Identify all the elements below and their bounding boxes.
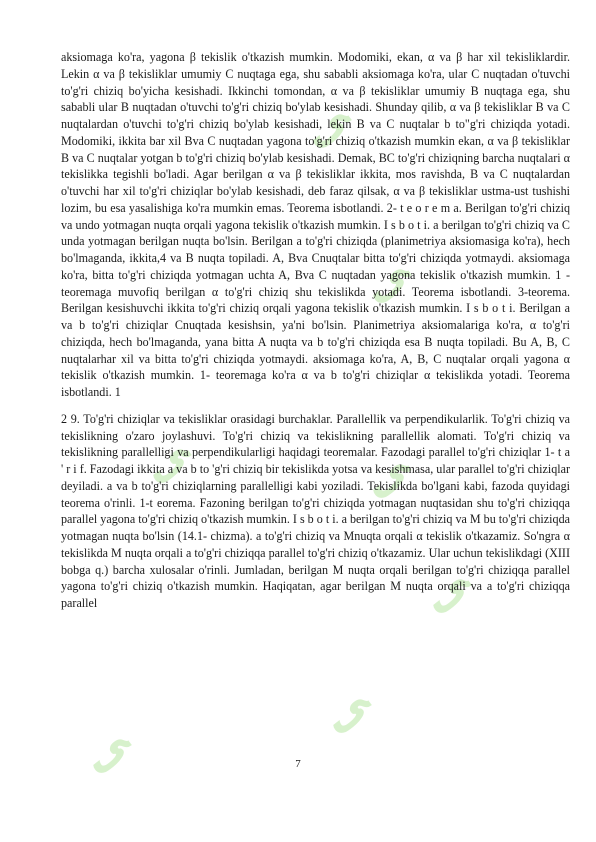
page-body	[61, 49, 570, 612]
watermark-mark: ﻰ	[68, 711, 139, 783]
watermark-mark: ﻰ	[348, 241, 419, 313]
watermark-mark: ﻰ	[408, 551, 479, 623]
body-paragraph: aksiomaga ko'ra, yagona β tekislik o'tkazish mumkin. Modomiki, ekan, α va β har xil tekisliklardir. Lekin α va β tekisliklar umumiy C nuqtaga ega, shu sababli aksiomaga ko'ra, ular C nuqtadan o'tuvchi to'g'ri chiziq bo'yicha kesishadi. Ikkinchi tomondan, α va β tekisliklar umumiy B nuqtaga ega, shu sababli ular B nuqtadan o'tuvchi to'g'ri chiziq bo'ylab kesishadi. Shunday qilib, α va β tekisliklar B va C nuqtalardan o'tuvchi to'g'ri chiziq bo'ylab kesishadi, lekin B va C nuqtalar b to"g'ri chiziqda yotadi. Modomiki, ikkita bar xil Bva C nuqtadan yagona to'g'ri chiziq o'tkazish mumkin ekan, α va β tekisliklar B va C nuqtalar yotgan b to'g'ri chiziq bo'ylab kesishadi. Demak, BC to'g'ri chiziqning barcha nuqtalari α tekislikka tegishli bo'ladi. Agar berilgan α va β tekisliklar ikkita, mos ravishda, B va C nuqtalardan o'tuvchi har xil to'g'ri chiziqlar bo'ylab kesishadi, deb faraz qilsak, α va β tekisliklar ustma-ust tushishi lozim, bu esa yasalishiga ko'ra mumkin emas. Teorema isbotlandi. 2- t e o r e m a. Berilgan to'g'ri chiziq va undo yotmagan nuqta orqali yagona tekislik o'tkazish mumkin. I s b o t i. a berilgan to'g'ri chiziq va C unda yotmagan berilgan nuqta bo'lsin. Berilgan a to'g'ri chiziqda (planimetriya aksiomasiga ko'ra), hech bo'lmaganda, ikkita,4 va B nuqta topiladi. A, Bva Cnuqtalar bitta to'g'ri chiziqda yotmaydi. aksiomaga ko'ra, bitta to'g'ri chiziqda yotmagan uchta A, Bva C nuqtadan yagona tekislik o'tkazish mumkin. 1 - teoremaga muvofiq berilgan α to'g'ri chiziq shu tekislikda yotadi. Teorema isbotlandi. 3-teorema. Berilgan kesishuvchi ikkita to'g'ri chiziq orqali yagona tekislik o'tkazish mumkin. I s b o t i. Berilgan a va b to'g'ri chiziqlar Cnuqtada kesishsin, ya'ni bo'lsin. Planimetriya aksiomalariga ko'ra, α to'g'ri chiziqda, hech bo'lmaganda, yana bitta A nuqta va b to'g'ri chiziqda esa B nuqta topiladi. Bu A, B, C nuqtalarhar xil va bitta to'g'ri chiziqda yotmaydi. aksiomaga ko'ra, A, B, C nuqtalar orqali yagona α tekislik o'tkazish mumkin. 1- teoremaga ko'ra α va b to'g'ri chiziqlar α tekislikda yotadi. Teorema isbotlandi. 1	[61, 50, 570, 399]
watermark-mark: ﻰ	[348, 436, 419, 508]
page-number: 7	[295, 758, 301, 770]
body-paragraph: 2 9. To'g'ri chiziqlar va tekisliklar orasidagi burchaklar. Parallellik va perpendikularlik. To'g'ri chiziq va tekislikning o'zaro joylashuvi. To'g'ri chiziq va tekislikning parallellik alomati. To'g'ri chiziq va tekislikning parallelligi va perpendikularligi haqidagi teoremalar. Fazodagi parallel to'g'ri chiziqlar 1- t a ' r i f. Fazodagi ikkita a va b to 'g'ri chiziq bir tekislikda yotsa va kesishmasa, ular parallel to'g'ri chiziqlar deyiladi. a va b to'g'ri chiziqlarning parallelligi kabi yoziladi. Tekislikda bo'lgani kabi, fazoda quyidagi teorema o'rinli. 1-t eorema. Fazoning berilgan to'g'ri chiziqda yotmagan nuqtasidan shu to'g'ri chiziqqa parallel yagona to'g'ri chiziq o'tkazish mumkin. I s b o t i. a berilgan to'g'ri chiziq va M bu to'g'ri chiziqda yotmagan nuqta bo'lsin (14.1- chizma). a to'g'ri chiziq va Mnuqta orqali α tekislik o'tkazamiz. So'ngra α tekislikda M nuqta orqali a to'g'ri chiziqqa parallel to'g'ri chiziq o'tkazamiz. Ular uchun tekislikdagi (XIII bobga q.) barcha xulosalar o'rinli. Jumladan, berilgan M nuqta orqali berilgan to'g'ri chiziqqa parallel yagona to'g'ri chiziq o'tkazish mumkin. Haqiqatan, agar berilgan M nuqta orqali va a to'g'ri chiziqqa parallel	[61, 411, 570, 610]
watermark-mark: ﻰ	[308, 671, 379, 743]
watermark-mark: ﻰ	[128, 421, 199, 493]
watermark-mark: ﻰ	[288, 86, 359, 158]
